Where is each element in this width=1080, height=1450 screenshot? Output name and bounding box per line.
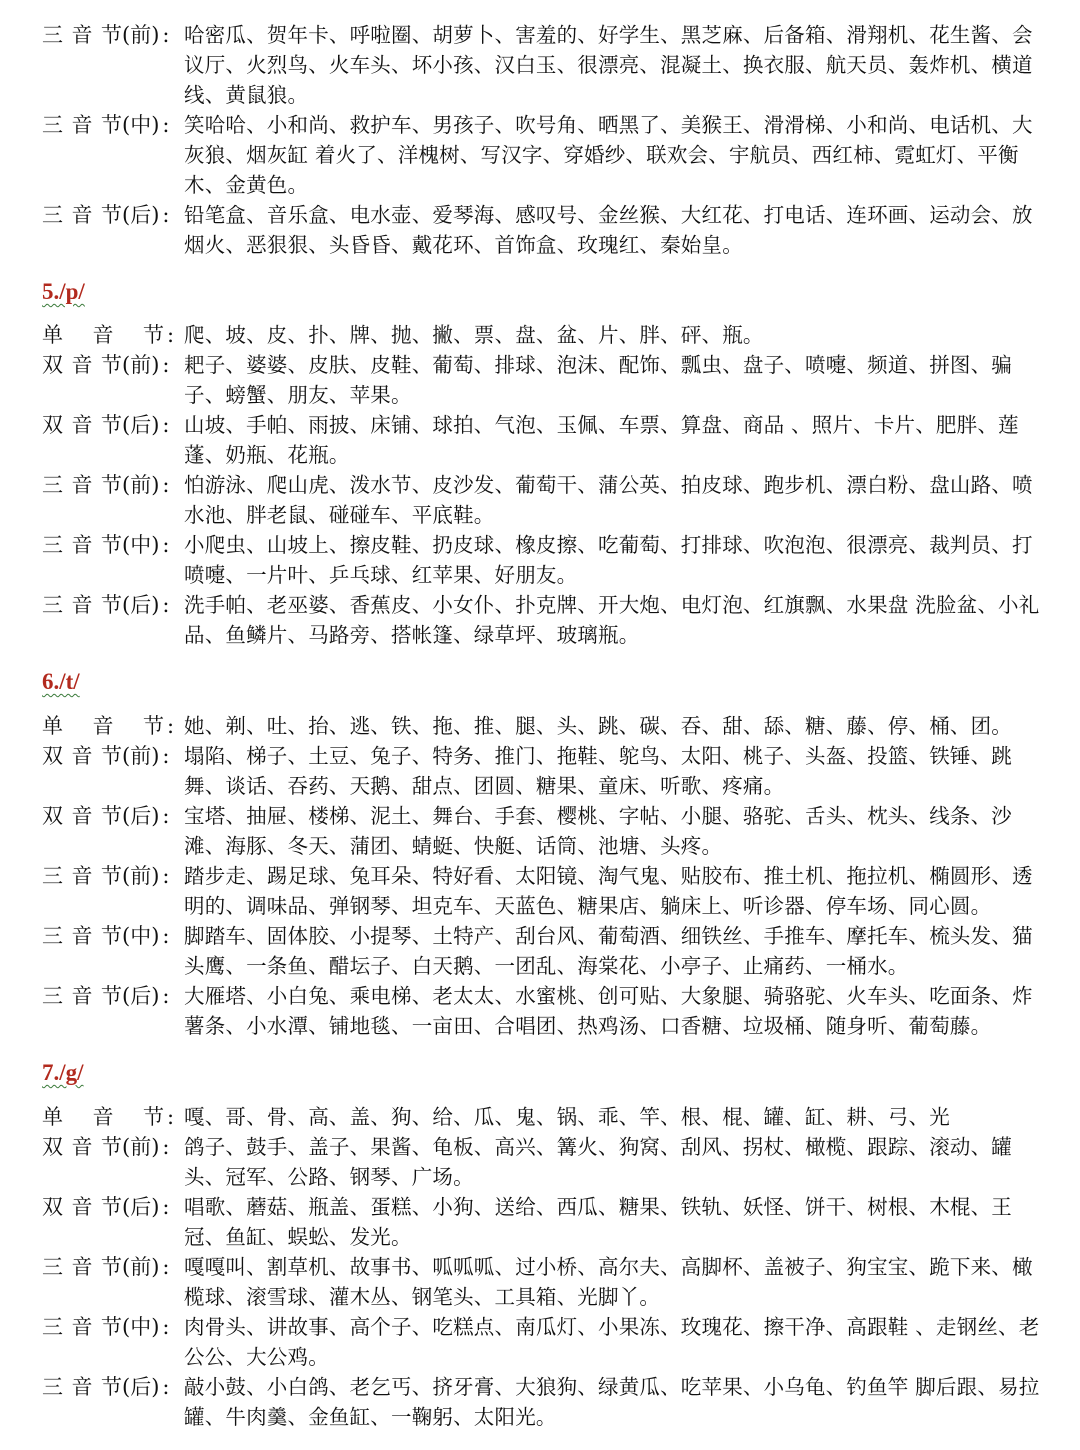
label-char: 音 [71,23,93,47]
label-char: 节 [101,353,122,377]
word-list: 踏步走、踢足球、兔耳朵、特好看、太阳镜、淘气鬼、贴胶布、推土机、拖拉机、椭圆形、透明的、调味品、弹钢琴、坦克车、天蓝色、糖果店、躺床上、听诊器、停车场、同心圆。 [184,864,1033,918]
label-char: 节 [101,1255,122,1279]
label-char: 音 [92,714,114,738]
label-char: 双 [42,744,63,768]
label-char: 节 [101,864,122,888]
label-colon: : [162,203,170,227]
label-char: 音 [71,984,93,1008]
row-label [42,741,184,771]
row-label [42,110,184,140]
row-three-syllable-back [42,200,1052,260]
row-two-syllable-back [42,1192,1052,1252]
word-list: 耙子、婆婆、皮肤、皮鞋、葡萄、排球、泡沫、配饰、瓢虫、盘子、喷嚏、频道、拼图、骗子、螃蟹、朋友、苹果。 [184,353,1012,407]
row-label [42,1192,184,1222]
label-char: 音 [71,203,93,227]
label-char: 节 [101,473,122,497]
row-label [42,981,184,1011]
label-char: 音 [71,924,93,948]
label-colon: : [162,1315,170,1339]
label-colon: : [162,533,170,557]
label-char: 节 [101,593,122,617]
label-char: 节 [143,714,164,738]
label-char: 三 [42,984,63,1008]
label-char: 节 [101,413,122,437]
label-colon: : [162,924,170,948]
row-two-syllable-front [42,741,1052,801]
position-tag: (中) [122,533,160,557]
row-label [42,1252,184,1282]
section-heading-p: 5./p/ [42,279,85,304]
label-char: 单 [42,323,63,347]
label-char: 三 [42,533,63,557]
syllable-type [42,590,122,620]
label-char: 节 [101,744,122,768]
syllable-type [42,530,122,560]
row-label [42,1132,184,1162]
row-three-syllable-middle [42,530,1052,590]
syllable-type [42,1252,122,1282]
syllable-type [42,410,122,440]
row-three-syllable-back [42,590,1052,650]
row-label [42,1372,184,1402]
label-char: 三 [42,473,63,497]
label-char: 单 [42,1105,63,1129]
label-char: 节 [143,1105,164,1129]
word-list: 鸽子、鼓手、盖子、果酱、龟板、高兴、篝火、狗窝、刮风、拐杖、橄榄、跟踪、滚动、罐头、冠军、公路、钢琴、广场。 [184,1135,1012,1189]
label-char: 音 [71,1135,93,1159]
row-three-syllable-back [42,981,1052,1041]
position-tag: (前) [122,473,160,497]
section-heading-g: 7./g/ [42,1060,84,1085]
label-char: 双 [42,413,63,437]
syllable-type [42,711,164,741]
syllable-type [42,200,122,230]
label-colon: : [162,473,170,497]
label-char: 音 [71,804,93,828]
row-label [42,350,184,380]
label-char: 节 [101,113,122,137]
label-char: 音 [71,533,93,557]
row-three-syllable-front [42,20,1052,110]
label-char: 节 [101,203,122,227]
label-char: 双 [42,1135,63,1159]
label-char: 三 [42,593,63,617]
position-tag: (后) [122,984,160,1008]
syllable-type [42,1192,122,1222]
syllable-type [42,1132,122,1162]
label-char: 三 [42,203,63,227]
word-list: 唱歌、蘑菇、瓶盖、蛋糕、小狗、送给、西瓜、糖果、铁轨、妖怪、饼干、树根、木棍、王冠、鱼缸、蜈蚣、发光。 [184,1195,1012,1249]
label-char: 双 [42,1195,63,1219]
label-char: 节 [101,23,122,47]
label-colon: : [162,1255,170,1279]
position-tag: (后) [122,804,160,828]
label-char: 节 [101,1135,122,1159]
position-tag: (后) [122,203,160,227]
label-colon: : [162,23,170,47]
label-colon: : [162,1195,170,1219]
label-char: 双 [42,353,63,377]
label-char: 音 [92,1105,114,1129]
word-list: 爬、坡、皮、扑、牌、抛、撇、票、盘、盆、片、胖、砰、瓶。 [184,323,764,347]
label-colon: : [162,804,170,828]
label-colon: : [167,1105,175,1129]
label-char: 三 [42,1255,63,1279]
word-list: 塌陷、梯子、土豆、兔子、特务、推门、拖鞋、鸵鸟、太阳、桃子、头盔、投篮、铁锤、跳舞、谈话、吞药、天鹅、甜点、团圆、糖果、童床、听歌、疼痛。 [184,744,1012,798]
row-label [42,711,184,741]
row-three-syllable-middle [42,1312,1052,1372]
row-two-syllable-back [42,801,1052,861]
label-char: 音 [71,744,93,768]
syllable-type [42,861,122,891]
row-three-syllable-front [42,861,1052,921]
label-char: 节 [101,1375,122,1399]
syllable-type [42,921,122,951]
label-char: 节 [101,924,122,948]
word-list: 洗手帕、老巫婆、香蕉皮、小女仆、扑克牌、开大炮、电灯泡、红旗飘、水果盘 洗脸盆、小礼品、鱼鳞片、马路旁、搭帐篷、绿草坪、玻璃瓶。 [184,593,1040,647]
row-two-syllable-front [42,1132,1052,1192]
label-char: 音 [71,113,93,137]
label-char: 节 [143,323,164,347]
label-char: 音 [71,1375,93,1399]
row-label [42,861,184,891]
label-char: 节 [101,804,122,828]
word-list: 哈密瓜、贺年卡、呼啦圈、胡萝卜、害羞的、好学生、黑芝麻、后备箱、滑翔机、花生酱、会议厅、火烈鸟、火车头、坏小孩、汉白玉、很漂亮、混凝土、换衣服、航天员、轰炸机、横道线、黄鼠狼。 [184,23,1033,107]
row-label [42,320,184,350]
position-tag: (前) [122,864,160,888]
row-single-syllable [42,1102,1052,1132]
syllable-type [42,20,122,50]
label-char: 节 [101,1315,122,1339]
position-tag: (前) [122,23,160,47]
row-label [42,200,184,230]
label-colon: : [162,113,170,137]
label-colon: : [162,984,170,1008]
position-tag: (中) [122,924,160,948]
label-char: 三 [42,1375,63,1399]
row-label [42,921,184,951]
syllable-type [42,320,164,350]
word-list: 山坡、手帕、雨披、床铺、球拍、气泡、玉佩、车票、算盘、商品 、照片、卡片、肥胖、莲蓬、奶瓶、花瓶。 [184,413,1019,467]
word-list: 脚踏车、固体胶、小提琴、土特产、刮台风、葡萄酒、细铁丝、手推车、摩托车、梳头发、猫头鹰、一条鱼、醋坛子、白天鹅、一团乱、海棠花、小亭子、止痛药、一桶水。 [184,924,1033,978]
row-single-syllable [42,711,1052,741]
word-list: 嘎嘎叫、割草机、故事书、呱呱呱、过小桥、高尔夫、高脚杯、盖被子、狗宝宝、跪下来、橄榄球、滚雪球、灌木丛、钢笔头、工具箱、光脚丫。 [184,1255,1033,1309]
label-char: 节 [101,984,122,1008]
syllable-type [42,981,122,1011]
row-three-syllable-front [42,470,1052,530]
row-label [42,530,184,560]
label-char: 音 [71,593,93,617]
word-list: 敲小鼓、小白鸽、老乞丐、挤牙膏、大狼狗、绿黄瓜、吃苹果、小乌龟、钓鱼竿 脚后跟、易拉罐、牛肉羹、金鱼缸、一鞠躬、太阳光。 [184,1375,1040,1429]
label-char: 三 [42,864,63,888]
row-label [42,410,184,440]
label-colon: : [162,353,170,377]
row-label [42,1102,184,1132]
label-char: 节 [101,533,122,557]
position-tag: (中) [122,113,160,137]
label-char: 三 [42,23,63,47]
word-list: 她、剃、吐、抬、逃、铁、拖、推、腿、头、跳、碳、吞、甜、舔、糖、藤、停、桶、团。 [184,714,1012,738]
position-tag: (后) [122,1375,160,1399]
syllable-type [42,350,122,380]
position-tag: (后) [122,593,160,617]
label-char: 音 [71,473,93,497]
syllable-type [42,110,122,140]
label-char: 音 [92,323,114,347]
label-char: 三 [42,113,63,137]
label-char: 音 [71,864,93,888]
word-list: 嘎、哥、骨、高、盖、狗、给、瓜、鬼、锅、乖、竿、根、棍、罐、缸、耕、弓、光 [184,1105,950,1129]
label-char: 单 [42,714,63,738]
label-colon: : [162,1135,170,1159]
position-tag: (前) [122,744,160,768]
position-tag: (后) [122,1195,160,1219]
row-three-syllable-back [42,1372,1052,1432]
label-char: 音 [71,1195,93,1219]
label-char: 节 [101,1195,122,1219]
row-label [42,1312,184,1342]
row-three-syllable-middle [42,110,1052,200]
label-colon: : [167,323,175,347]
row-label [42,590,184,620]
position-tag: (前) [122,1135,160,1159]
label-char: 音 [71,1255,93,1279]
label-colon: : [167,714,175,738]
row-two-syllable-back [42,410,1052,470]
word-list: 肉骨头、讲故事、高个子、吃糕点、南瓜灯、小果冻、玫瑰花、擦干净、高跟鞋 、走钢丝、老公公、大公鸡。 [184,1315,1040,1369]
label-char: 三 [42,924,63,948]
label-char: 音 [71,353,93,377]
word-list: 怕游泳、爬山虎、泼水节、皮沙发、葡萄干、蒲公英、拍皮球、跑步机、漂白粉、盘山路、喷水池、胖老鼠、碰碰车、平底鞋。 [184,473,1033,527]
row-label [42,470,184,500]
syllable-type [42,801,122,831]
section-heading-t: 6./t/ [42,669,80,694]
syllable-type [42,1312,122,1342]
row-label [42,20,184,50]
label-colon: : [162,1375,170,1399]
label-char: 双 [42,804,63,828]
row-three-syllable-front [42,1252,1052,1312]
syllable-type [42,1372,122,1402]
word-list: 宝塔、抽屉、楼梯、泥土、舞台、手套、樱桃、字帖、小腿、骆驼、舌头、枕头、线条、沙滩、海豚、冬天、蒲团、蜻蜓、快艇、话筒、池塘、头疼。 [184,804,1012,858]
word-list: 小爬虫、山坡上、擦皮鞋、扔皮球、橡皮擦、吃葡萄、打排球、吹泡泡、很漂亮、裁判员、打喷嚏、一片叶、乒乓球、红苹果、好朋友。 [184,533,1033,587]
label-colon: : [162,593,170,617]
syllable-type [42,1102,164,1132]
position-tag: (后) [122,413,160,437]
word-list: 笑哈哈、小和尚、救护车、男孩子、吹号角、晒黑了、美猴王、滑滑梯、小和尚、电话机、大灰狼、烟灰缸 着火了、洋槐树、写汉字、穿婚纱、联欢会、宇航员、西红柿、霓虹灯、平衡木、金黄色。 [184,113,1033,197]
row-two-syllable-front [42,350,1052,410]
syllable-type [42,470,122,500]
label-colon: : [162,864,170,888]
position-tag: (前) [122,353,160,377]
label-char: 音 [71,1315,93,1339]
position-tag: (前) [122,1255,160,1279]
label-colon: : [162,744,170,768]
row-three-syllable-middle [42,921,1052,981]
label-char: 三 [42,1315,63,1339]
position-tag: (中) [122,1315,160,1339]
label-char: 音 [71,413,93,437]
row-label [42,801,184,831]
row-single-syllable [42,320,1052,350]
word-list: 大雁塔、小白兔、乘电梯、老太太、水蜜桃、创可贴、大象腿、骑骆驼、火车头、吃面条、炸薯条、小水潭、铺地毯、一亩田、合唱团、热鸡汤、口香糖、垃圾桶、随身听、葡萄藤。 [184,984,1033,1038]
syllable-type [42,741,122,771]
word-list: 铅笔盒、音乐盒、电水壶、爱琴海、感叹号、金丝猴、大红花、打电话、连环画、运动会、放烟火、恶狠狠、头昏昏、戴花环、首饰盒、玫瑰红、秦始皇。 [184,203,1033,257]
label-colon: : [162,413,170,437]
